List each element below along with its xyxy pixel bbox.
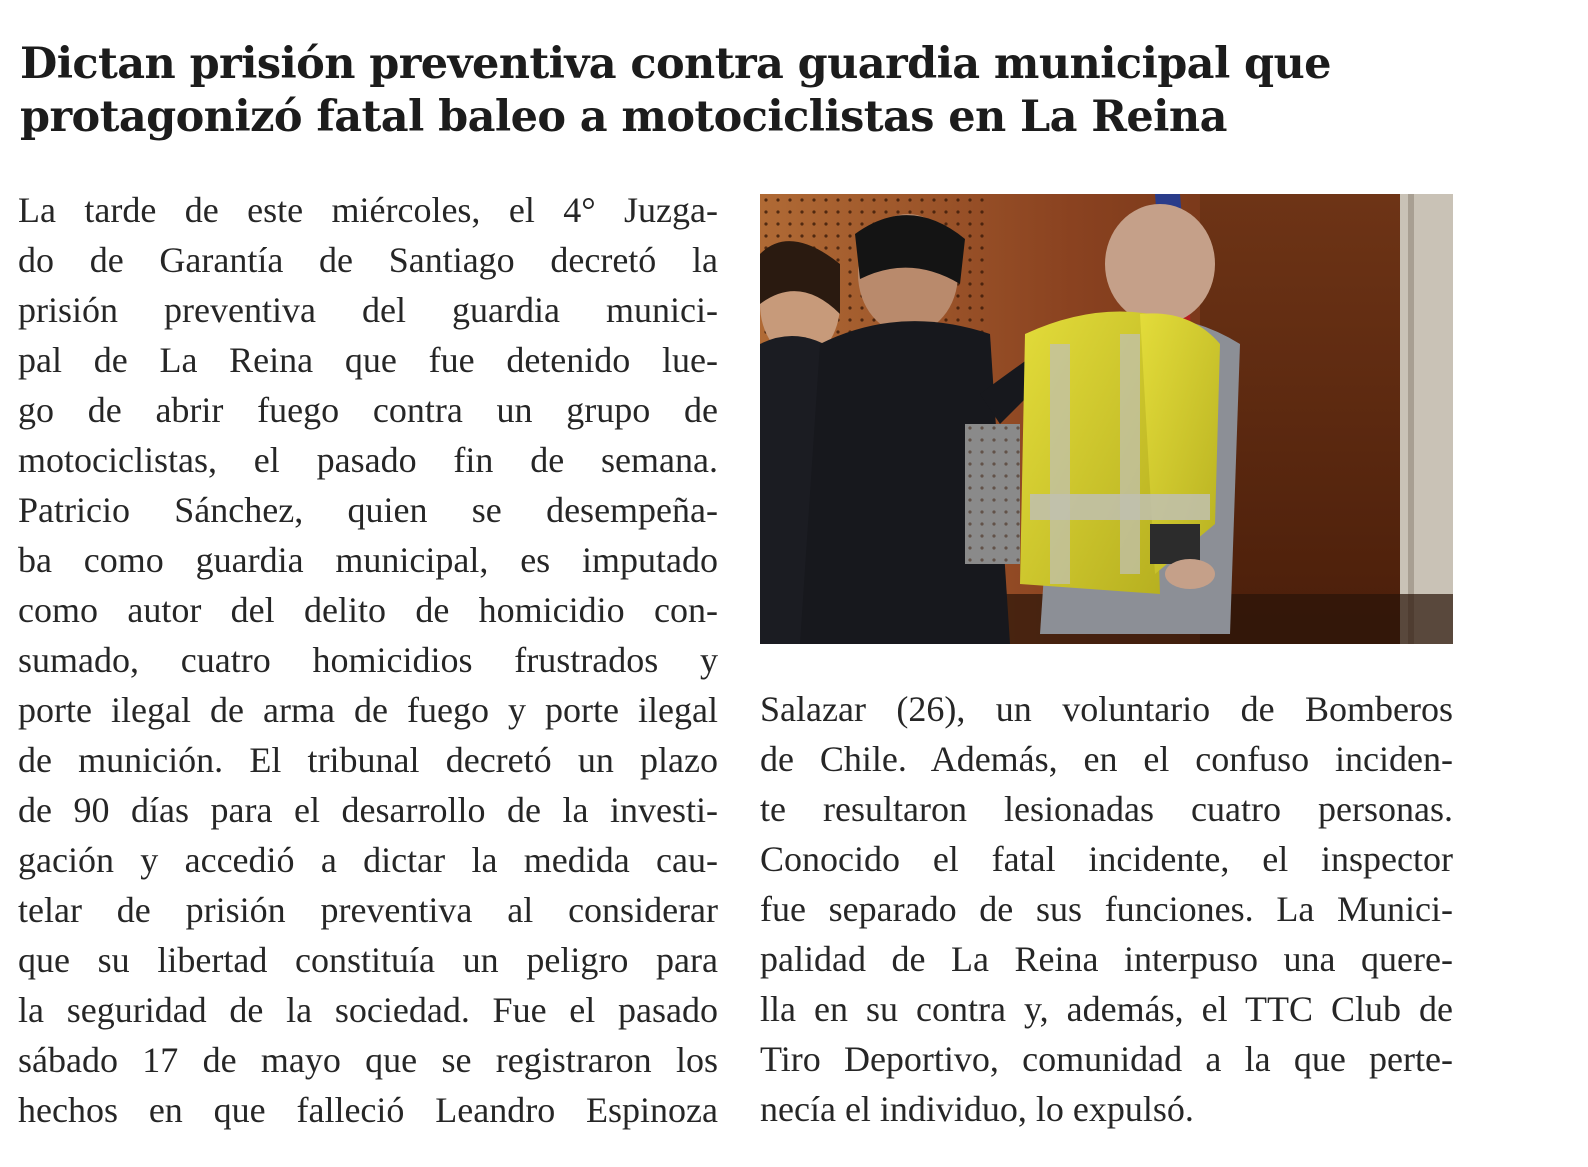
body-line: que su libertad constituía un peligro para: [18, 940, 718, 980]
body-line: de 90 días para el desarrollo de la investi-: [18, 790, 718, 830]
body-line: lla en su contra y, además, el TTC Club de: [760, 989, 1453, 1029]
body-line: porte ilegal de arma de fuego y porte ilegal: [18, 690, 718, 730]
body-line: prisión preventiva del guardia munici-: [18, 290, 718, 330]
article-column-right: [760, 684, 1453, 1134]
body-line: pal de La Reina que fue detenido lue-: [18, 340, 718, 380]
body-line: fue separado de sus funciones. La Munici-: [760, 889, 1453, 929]
body-line: palidad de La Reina interpuso una quere-: [760, 939, 1453, 979]
photo-illustration: [760, 194, 1453, 644]
body-line: sábado 17 de mayo que se registraron los: [18, 1040, 718, 1080]
body-line: motociclistas, el pasado fin de semana.: [18, 440, 718, 480]
body-line: telar de prisión preventiva al considerar: [18, 890, 718, 930]
body-line: Patricio Sánchez, quien se desempeña-: [18, 490, 718, 530]
body-line: Conocido el fatal incidente, el inspector: [760, 839, 1453, 879]
article-column-left: [18, 185, 718, 1135]
body-line: ba como guardia municipal, es imputado: [18, 540, 718, 580]
body-line: gación y accedió a dictar la medida cau-: [18, 840, 718, 880]
body-line: sumado, cuatro homicidios frustrados y: [18, 640, 718, 680]
body-line: La tarde de este miércoles, el 4° Juzga-: [18, 190, 718, 230]
body-line: la seguridad de la sociedad. Fue el pasado: [18, 990, 718, 1030]
news-photo: [760, 194, 1453, 644]
headline: [20, 38, 1560, 144]
body-line: de Chile. Además, en el confuso inciden-: [760, 739, 1453, 779]
headline-line-1: Dictan prisión preventiva contra guardia municipal que: [20, 39, 1331, 89]
headline-line-2: protagonizó fatal baleo a motociclistas en La Reina: [20, 92, 1227, 142]
body-line: Salazar (26), un voluntario de Bomberos: [760, 689, 1453, 729]
body-line: Tiro Deportivo, comunidad a la que perte-: [760, 1039, 1453, 1079]
body-line: necía el individuo, lo expulsó.: [760, 1089, 1194, 1129]
body-line: go de abrir fuego contra un grupo de: [18, 390, 718, 430]
body-line: hechos en que falleció Leandro Espinoza: [18, 1090, 718, 1130]
body-line: como autor del delito de homicidio con-: [18, 590, 718, 630]
body-line: te resultaron lesionadas cuatro personas.: [760, 789, 1453, 829]
body-line: de munición. El tribunal decretó un plazo: [18, 740, 718, 780]
body-line: do de Garantía de Santiago decretó la: [18, 240, 718, 280]
